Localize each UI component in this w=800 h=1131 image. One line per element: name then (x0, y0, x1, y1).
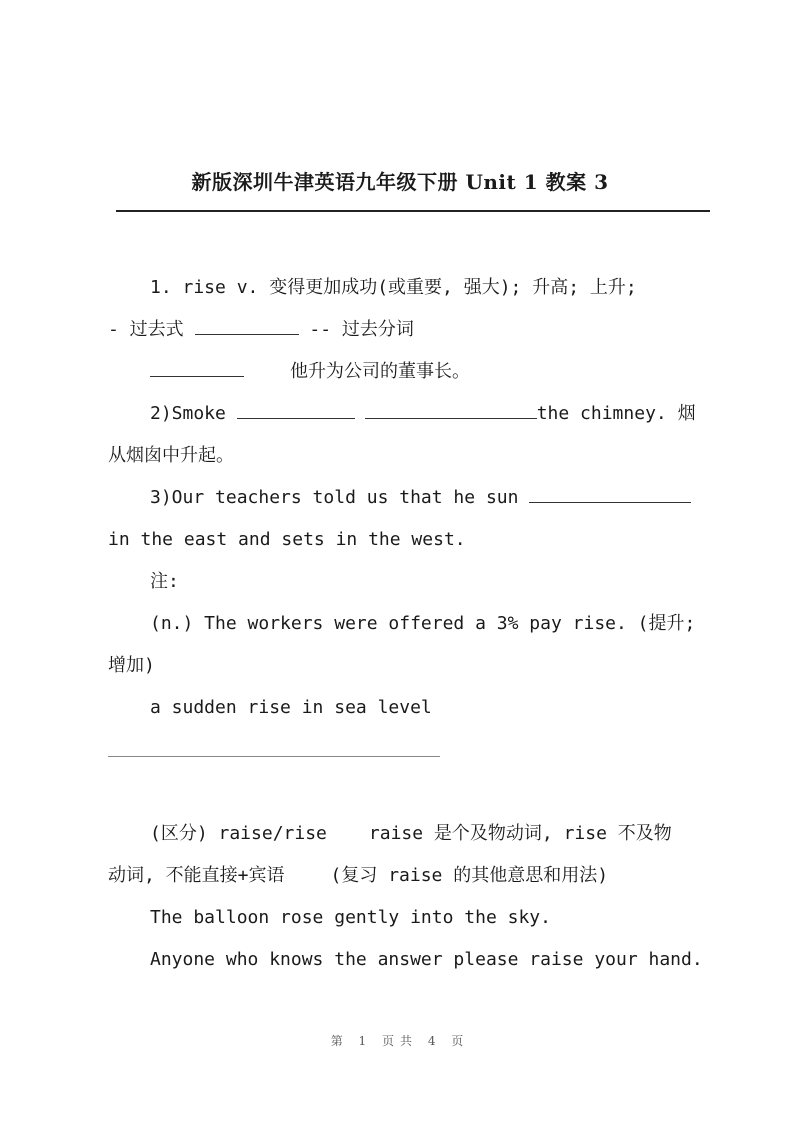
answer-blank-line (108, 756, 440, 757)
compare-review-note: (复习 raise 的其他意思和用法) (330, 865, 609, 886)
item-1-forms (108, 318, 414, 342)
compare-example-rise: The balloon rose gently into the sky. (150, 907, 551, 928)
note-noun-example-cont: 增加) (108, 655, 155, 676)
item-1-example-translation: 他升为公司的董事长。 (290, 361, 470, 382)
blank-example-1 (150, 360, 244, 377)
note-phrase: a sudden rise in sea level (150, 697, 432, 718)
note-label: 注: (150, 571, 179, 592)
item-3-prefix: 3)Our teachers told us that he sun (150, 487, 530, 508)
note-noun-example: (n.) The workers were offered a 3% pay rise. (提升; (150, 613, 696, 634)
document-title: 新版深圳牛津英语九年级下册 Unit 1 教案 3 (191, 170, 609, 194)
blank-past-tense (195, 318, 299, 335)
item-1-past-participle-label: -- 过去分词 (298, 319, 414, 340)
item-1-example (150, 360, 470, 384)
blank-item-2-a (237, 402, 355, 419)
page-footer: 第 1 页共 4 页 (330, 1034, 470, 1048)
item-2-translation: 从烟囱中升起。 (108, 445, 234, 466)
item-2-sentence (150, 402, 696, 426)
title-divider (116, 210, 710, 212)
compare-example-raise: Anyone who knows the answer please raise your hand. (150, 949, 703, 970)
item-1-definition: 1. rise v. 变得更加成功(或重要, 强大); 升高; 上升; (150, 277, 637, 298)
compare-line-2 (108, 864, 608, 888)
compare-line-1 (150, 822, 672, 846)
item-2-suffix: the chimney. 烟 (536, 403, 696, 424)
compare-heading: (区分) raise/rise (150, 823, 327, 844)
item-3-continuation: in the east and sets in the west. (108, 529, 466, 550)
blank-item-3 (529, 486, 691, 503)
blank-item-2-b (365, 402, 537, 419)
item-3-sentence (150, 486, 691, 510)
compare-explanation: raise 是个及物动词, rise 不及物 (368, 823, 672, 844)
item-2-prefix: 2)Smoke (150, 403, 237, 424)
item-1-past-label: - 过去式 (108, 319, 195, 340)
compare-explanation-cont: 动词, 不能直接+宾语 (108, 865, 285, 886)
